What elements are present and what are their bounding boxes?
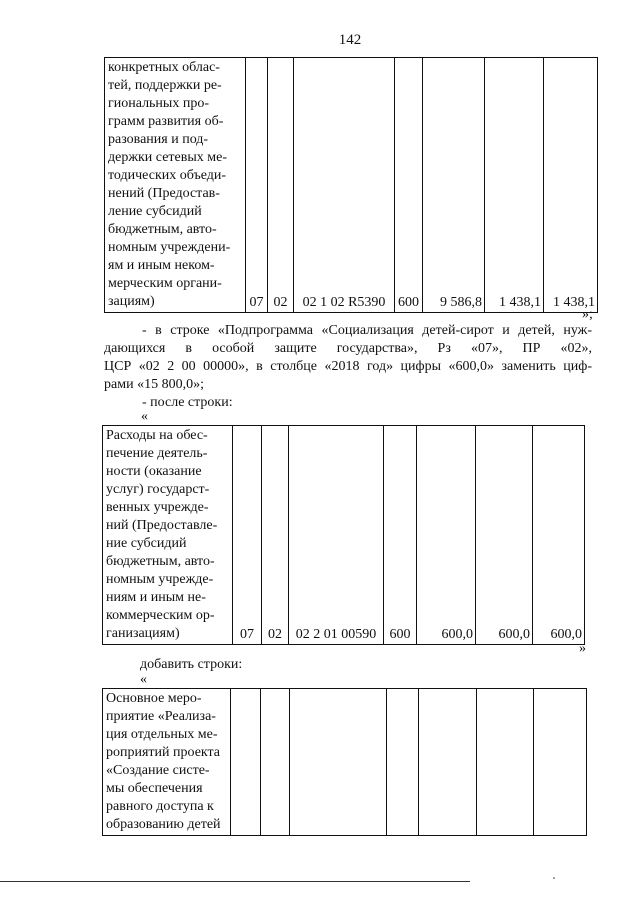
value-2018-cell: 600,0 <box>417 426 476 645</box>
row-name-line: образованию детей <box>106 817 221 832</box>
row-name-line: ция отдельных ме- <box>106 727 218 742</box>
row-name-line: коммерческим ор- <box>106 608 215 623</box>
instruction-line: рами «15 800,0»; <box>104 377 204 392</box>
value-2020-cell: 600,0 <box>533 426 585 645</box>
budget-table-2 <box>102 425 585 645</box>
row-name-line: номным учрежде- <box>106 572 214 587</box>
vr-cell <box>387 689 419 836</box>
vr-cell: 600 <box>384 426 417 645</box>
rz-cell: 07 <box>246 58 268 313</box>
vr-cell: 600 <box>395 58 423 313</box>
table-row <box>105 58 598 313</box>
opening-quote: « <box>141 409 148 424</box>
row-name-line: мерческим органи- <box>108 276 222 291</box>
row-name-line: Расходы на обес- <box>106 428 208 443</box>
row-name-line: ние субсидий <box>106 536 187 551</box>
row-name-line: услуг) государст- <box>106 482 210 497</box>
table-row <box>103 689 587 836</box>
value-2019-cell: 1 438,1 <box>485 58 544 313</box>
row-name-line: приятие «Реализа- <box>106 709 216 724</box>
instruction-line: ЦСР «02 2 00 00000», в столбце «2018 год» цифры «600,0» заменить циф- <box>104 359 592 374</box>
rz-cell: 07 <box>233 426 262 645</box>
row-name-line: ности (оказание <box>106 464 202 479</box>
instruction-line: - в строке «Подпрограмма «Социализация детей-сирот и детей, нуж- <box>142 323 592 338</box>
instruction-line: дающихся в особой защите государства», Рз «07», ПР «02», <box>104 341 592 356</box>
row-name-cell <box>103 426 233 645</box>
value-2018-cell <box>419 689 477 836</box>
csr-cell: 02 1 02 R5390 <box>294 58 395 313</box>
scan-edge-line <box>0 881 470 882</box>
csr-cell <box>290 689 387 836</box>
row-name-line: венных учрежде- <box>106 500 209 515</box>
row-name-line: номным учреждени- <box>108 240 231 255</box>
closing-quote: »; <box>582 307 593 322</box>
row-name-line: тодических объеди- <box>108 168 227 183</box>
table-row <box>103 426 585 645</box>
row-name-line: нений (Предостав- <box>108 186 220 201</box>
row-name-line: ний (Предоставле- <box>106 518 218 533</box>
row-name-line: зациям) <box>108 294 155 309</box>
value-2019-cell: 600,0 <box>476 426 533 645</box>
row-name-line: равного доступа к <box>106 799 214 814</box>
closing-quote: » <box>579 641 586 656</box>
row-name-line: тей, поддержки ре- <box>108 78 222 93</box>
instruction-paragraph <box>104 322 592 394</box>
row-name-line: ям и иным неком- <box>108 258 215 273</box>
row-name-line: печение деятель- <box>106 446 208 461</box>
value-2019-cell <box>477 689 534 836</box>
row-name-line: бюджетным, авто- <box>106 554 215 569</box>
instruction-after-row: - после строки: <box>142 395 233 410</box>
pr-cell <box>261 689 290 836</box>
scan-speck <box>553 877 555 879</box>
row-name-line: конкретных облас- <box>108 60 220 75</box>
row-name-line: мы обеспечения <box>106 781 203 796</box>
row-name-line: ление субсидий <box>108 204 202 219</box>
row-name-line: ниям и иным не- <box>106 590 206 605</box>
row-name-line: держки сетевых ме- <box>108 150 227 165</box>
row-name-line: бюджетным, авто- <box>108 222 217 237</box>
pr-cell: 02 <box>262 426 289 645</box>
rz-cell <box>231 689 261 836</box>
row-name-line: разования и под- <box>108 132 209 147</box>
row-name-line: гиональных про- <box>108 96 209 111</box>
opening-quote: « <box>140 672 147 687</box>
row-name-cell <box>105 58 246 313</box>
value-2018-cell: 9 586,8 <box>423 58 485 313</box>
instruction-add-rows: добавить строки: <box>140 657 243 672</box>
csr-cell: 02 2 01 00590 <box>289 426 384 645</box>
row-name-line: роприятий проекта <box>106 745 221 760</box>
row-name-cell <box>103 689 231 836</box>
budget-table-1 <box>104 57 598 313</box>
budget-table-3 <box>102 688 587 836</box>
value-2020-cell <box>534 689 587 836</box>
row-name-line: Основное меро- <box>106 691 202 706</box>
row-name-line: ганизациям) <box>106 626 180 641</box>
page-number: 142 <box>338 32 362 48</box>
row-name-line: грамм развития об- <box>108 114 224 129</box>
value-2020-cell: 1 438,1 <box>544 58 598 313</box>
row-name-line: «Создание систе- <box>106 763 210 778</box>
pr-cell: 02 <box>268 58 294 313</box>
